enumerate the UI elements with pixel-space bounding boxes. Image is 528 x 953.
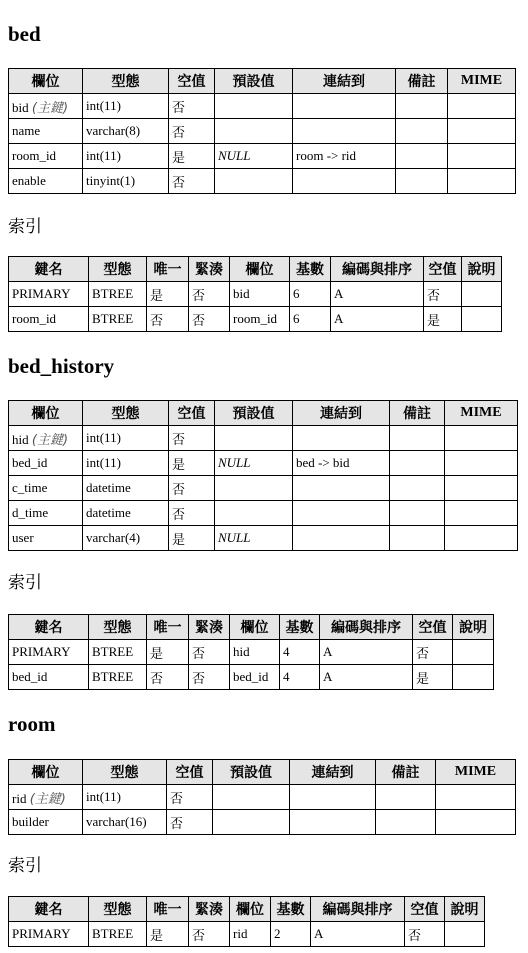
index-cell-packed: 否 <box>189 922 230 947</box>
index-header: 編碼與排序 <box>311 897 405 922</box>
cell-note <box>396 94 448 119</box>
cell-default <box>215 94 293 119</box>
column-header: 欄位 <box>9 69 83 94</box>
cell-mime <box>448 169 516 194</box>
cell-mime <box>445 476 518 501</box>
column-header: 空值 <box>169 69 215 94</box>
column-header: 備註 <box>390 401 445 426</box>
index-header: 型態 <box>89 257 147 282</box>
table-row <box>9 282 502 307</box>
index-header: 基數 <box>271 897 311 922</box>
cell-type: varchar(4) <box>83 526 169 551</box>
cell-default <box>213 785 290 810</box>
index-cell-unique: 否 <box>147 665 189 690</box>
field-name: hid <box>12 431 29 447</box>
index-cell-column: room_id <box>230 307 290 332</box>
column-header: 型態 <box>83 69 169 94</box>
index-cell-unique: 是 <box>147 922 189 947</box>
column-header-row <box>9 401 518 426</box>
index-cell-unique: 是 <box>147 282 189 307</box>
cell-field <box>9 119 83 144</box>
cell-note <box>390 526 445 551</box>
table-row <box>9 526 518 551</box>
cell-mime <box>448 119 516 144</box>
cell-note <box>396 169 448 194</box>
index-table <box>8 256 502 332</box>
cell-mime <box>445 451 518 476</box>
index-cell-cardinality: 6 <box>290 307 331 332</box>
index-cell-type: BTREE <box>89 665 147 690</box>
cell-field <box>9 526 83 551</box>
cell-link: bed -> bid <box>293 451 390 476</box>
index-header-row <box>9 257 502 282</box>
index-cell-collation: A <box>320 665 413 690</box>
cell-mime <box>445 426 518 451</box>
cell-type: varchar(16) <box>83 810 167 835</box>
cell-type: int(11) <box>83 785 167 810</box>
index-cell-packed: 否 <box>189 665 230 690</box>
index-cell-null: 否 <box>424 282 462 307</box>
index-cell-column: hid <box>230 640 280 665</box>
index-cell-comment <box>462 282 502 307</box>
cell-type: varchar(8) <box>83 119 169 144</box>
index-cell-type: BTREE <box>89 307 147 332</box>
column-header: 連結到 <box>290 760 376 785</box>
table-row <box>9 451 518 476</box>
index-cell-comment <box>453 665 494 690</box>
index-header: 欄位 <box>230 257 290 282</box>
cell-field <box>9 451 83 476</box>
index-header: 唯一 <box>147 897 189 922</box>
column-header: 預設值 <box>215 69 293 94</box>
index-cell-null: 是 <box>413 665 453 690</box>
column-header: 欄位 <box>9 401 83 426</box>
cell-link <box>293 94 396 119</box>
index-cell-cardinality: 4 <box>280 665 320 690</box>
cell-mime <box>436 810 516 835</box>
cell-type: int(11) <box>83 426 169 451</box>
column-header: 備註 <box>376 760 436 785</box>
table-row <box>9 169 516 194</box>
field-name: user <box>12 530 34 545</box>
index-cell-null: 否 <box>405 922 445 947</box>
table-row <box>9 922 485 947</box>
index-cell-column: bed_id <box>230 665 280 690</box>
table-row <box>9 476 518 501</box>
field-name: enable <box>12 173 46 188</box>
table-title: bed <box>8 22 41 46</box>
cell-null: 是 <box>169 144 215 169</box>
column-header: 空值 <box>167 760 213 785</box>
index-header: 編碼與排序 <box>331 257 424 282</box>
table-row <box>9 307 502 332</box>
cell-default: NULL <box>215 451 293 476</box>
cell-default <box>213 810 290 835</box>
index-cell-unique: 是 <box>147 640 189 665</box>
index-cell-unique: 否 <box>147 307 189 332</box>
cell-null: 是 <box>169 526 215 551</box>
cell-null: 否 <box>169 476 215 501</box>
field-name: bed_id <box>12 455 48 470</box>
cell-null: 否 <box>167 810 213 835</box>
field-name: name <box>12 123 41 138</box>
cell-type: tinyint(1) <box>83 169 169 194</box>
table-row <box>9 640 494 665</box>
cell-link <box>290 785 376 810</box>
table-row <box>9 501 518 526</box>
table-title: room <box>8 712 56 736</box>
cell-default <box>215 426 293 451</box>
cell-note <box>396 119 448 144</box>
cell-field <box>9 169 83 194</box>
index-cell-column: bid <box>230 282 290 307</box>
index-header: 欄位 <box>230 615 280 640</box>
column-header: 預設值 <box>213 760 290 785</box>
column-header: MIME <box>445 401 518 426</box>
cell-field <box>9 476 83 501</box>
cell-link <box>293 526 390 551</box>
index-header: 緊湊 <box>189 615 230 640</box>
index-header: 基數 <box>290 257 331 282</box>
cell-mime <box>445 526 518 551</box>
index-header: 型態 <box>89 897 147 922</box>
index-header: 唯一 <box>147 615 189 640</box>
cell-default <box>215 169 293 194</box>
index-table <box>8 614 494 690</box>
index-cell-packed: 否 <box>189 640 230 665</box>
cell-note <box>396 144 448 169</box>
index-cell-collation: A <box>331 307 424 332</box>
cell-mime <box>448 94 516 119</box>
cell-type: int(11) <box>83 94 169 119</box>
column-header: 型態 <box>83 760 167 785</box>
cell-null: 否 <box>169 169 215 194</box>
cell-default <box>215 476 293 501</box>
cell-null: 否 <box>169 501 215 526</box>
index-cell-key: PRIMARY <box>9 922 89 947</box>
index-header: 唯一 <box>147 257 189 282</box>
table-row <box>9 94 516 119</box>
cell-null: 否 <box>169 119 215 144</box>
index-header: 編碼與排序 <box>320 615 413 640</box>
cell-field <box>9 810 83 835</box>
table-title: bed_history <box>8 354 115 378</box>
index-cell-column: rid <box>230 922 271 947</box>
index-header: 基數 <box>280 615 320 640</box>
cell-mime <box>448 144 516 169</box>
cell-link <box>293 501 390 526</box>
cell-type: datetime <box>83 501 169 526</box>
cell-mime <box>436 785 516 810</box>
field-name: d_time <box>12 505 49 520</box>
cell-note <box>390 476 445 501</box>
column-header: 備註 <box>396 69 448 94</box>
cell-default: NULL <box>215 526 293 551</box>
cell-type: datetime <box>83 476 169 501</box>
cell-null: 否 <box>169 94 215 119</box>
index-cell-null: 是 <box>424 307 462 332</box>
index-cell-key: PRIMARY <box>9 282 89 307</box>
column-header: 連結到 <box>293 69 396 94</box>
index-header: 空值 <box>413 615 453 640</box>
index-header: 空值 <box>424 257 462 282</box>
column-table <box>8 400 518 551</box>
index-cell-packed: 否 <box>189 307 230 332</box>
cell-field <box>9 501 83 526</box>
column-table <box>8 68 516 194</box>
column-header: 欄位 <box>9 760 83 785</box>
cell-field <box>9 144 83 169</box>
cell-type: int(11) <box>83 451 169 476</box>
cell-null: 否 <box>169 426 215 451</box>
index-cell-key: room_id <box>9 307 89 332</box>
field-name: c_time <box>12 480 48 495</box>
index-table <box>8 896 485 947</box>
index-cell-packed: 否 <box>189 282 230 307</box>
index-cell-cardinality: 2 <box>271 922 311 947</box>
column-header: MIME <box>448 69 516 94</box>
column-header: 空值 <box>169 401 215 426</box>
index-header-row <box>9 615 494 640</box>
field-name: rid <box>12 790 27 806</box>
cell-default <box>215 119 293 144</box>
index-header: 型態 <box>89 615 147 640</box>
index-cell-comment <box>445 922 485 947</box>
column-header-row <box>9 760 516 785</box>
cell-null: 是 <box>169 451 215 476</box>
cell-mime <box>445 501 518 526</box>
column-table <box>8 759 516 835</box>
primary-key-marker: (主鍵) <box>29 791 66 807</box>
cell-null: 否 <box>167 785 213 810</box>
index-cell-comment <box>462 307 502 332</box>
column-header: 連結到 <box>293 401 390 426</box>
index-header: 說明 <box>462 257 502 282</box>
table-row <box>9 810 516 835</box>
cell-field <box>9 785 83 810</box>
column-header: 預設值 <box>215 401 293 426</box>
cell-field <box>9 94 83 119</box>
index-cell-key: bed_id <box>9 665 89 690</box>
cell-note <box>390 426 445 451</box>
table-row <box>9 426 518 451</box>
cell-default: NULL <box>215 144 293 169</box>
index-header-row <box>9 897 485 922</box>
index-header: 空值 <box>405 897 445 922</box>
index-cell-type: BTREE <box>89 922 147 947</box>
field-name: room_id <box>12 148 57 163</box>
index-cell-collation: A <box>311 922 405 947</box>
cell-note <box>376 810 436 835</box>
cell-type: int(11) <box>83 144 169 169</box>
index-title: 索引 <box>8 856 42 876</box>
column-header-row <box>9 69 516 94</box>
table-row <box>9 144 516 169</box>
index-cell-cardinality: 6 <box>290 282 331 307</box>
field-name: bid <box>12 99 29 115</box>
cell-link <box>293 476 390 501</box>
field-name: builder <box>12 814 49 829</box>
index-header: 鍵名 <box>9 897 89 922</box>
index-header: 緊湊 <box>189 897 230 922</box>
index-cell-key: PRIMARY <box>9 640 89 665</box>
index-title: 索引 <box>8 573 42 593</box>
table-row <box>9 665 494 690</box>
cell-note <box>390 501 445 526</box>
index-cell-cardinality: 4 <box>280 640 320 665</box>
cell-link <box>290 810 376 835</box>
cell-link: room -> rid <box>293 144 396 169</box>
cell-link <box>293 169 396 194</box>
table-row <box>9 119 516 144</box>
index-header: 鍵名 <box>9 615 89 640</box>
index-title: 索引 <box>8 217 42 237</box>
table-row <box>9 785 516 810</box>
cell-field <box>9 426 83 451</box>
index-header: 緊湊 <box>189 257 230 282</box>
column-header: MIME <box>436 760 516 785</box>
index-cell-comment <box>453 640 494 665</box>
primary-key-marker: (主鍵) <box>31 432 69 448</box>
index-cell-type: BTREE <box>89 282 147 307</box>
index-header: 欄位 <box>230 897 271 922</box>
index-cell-collation: A <box>331 282 424 307</box>
index-cell-collation: A <box>320 640 413 665</box>
column-header: 型態 <box>83 401 169 426</box>
index-cell-null: 否 <box>413 640 453 665</box>
cell-note <box>376 785 436 810</box>
cell-link <box>293 426 390 451</box>
index-header: 說明 <box>445 897 485 922</box>
cell-link <box>293 119 396 144</box>
index-header: 鍵名 <box>9 257 89 282</box>
cell-note <box>390 451 445 476</box>
index-header: 說明 <box>453 615 494 640</box>
cell-default <box>215 501 293 526</box>
primary-key-marker: (主鍵) <box>31 100 69 116</box>
index-cell-type: BTREE <box>89 640 147 665</box>
